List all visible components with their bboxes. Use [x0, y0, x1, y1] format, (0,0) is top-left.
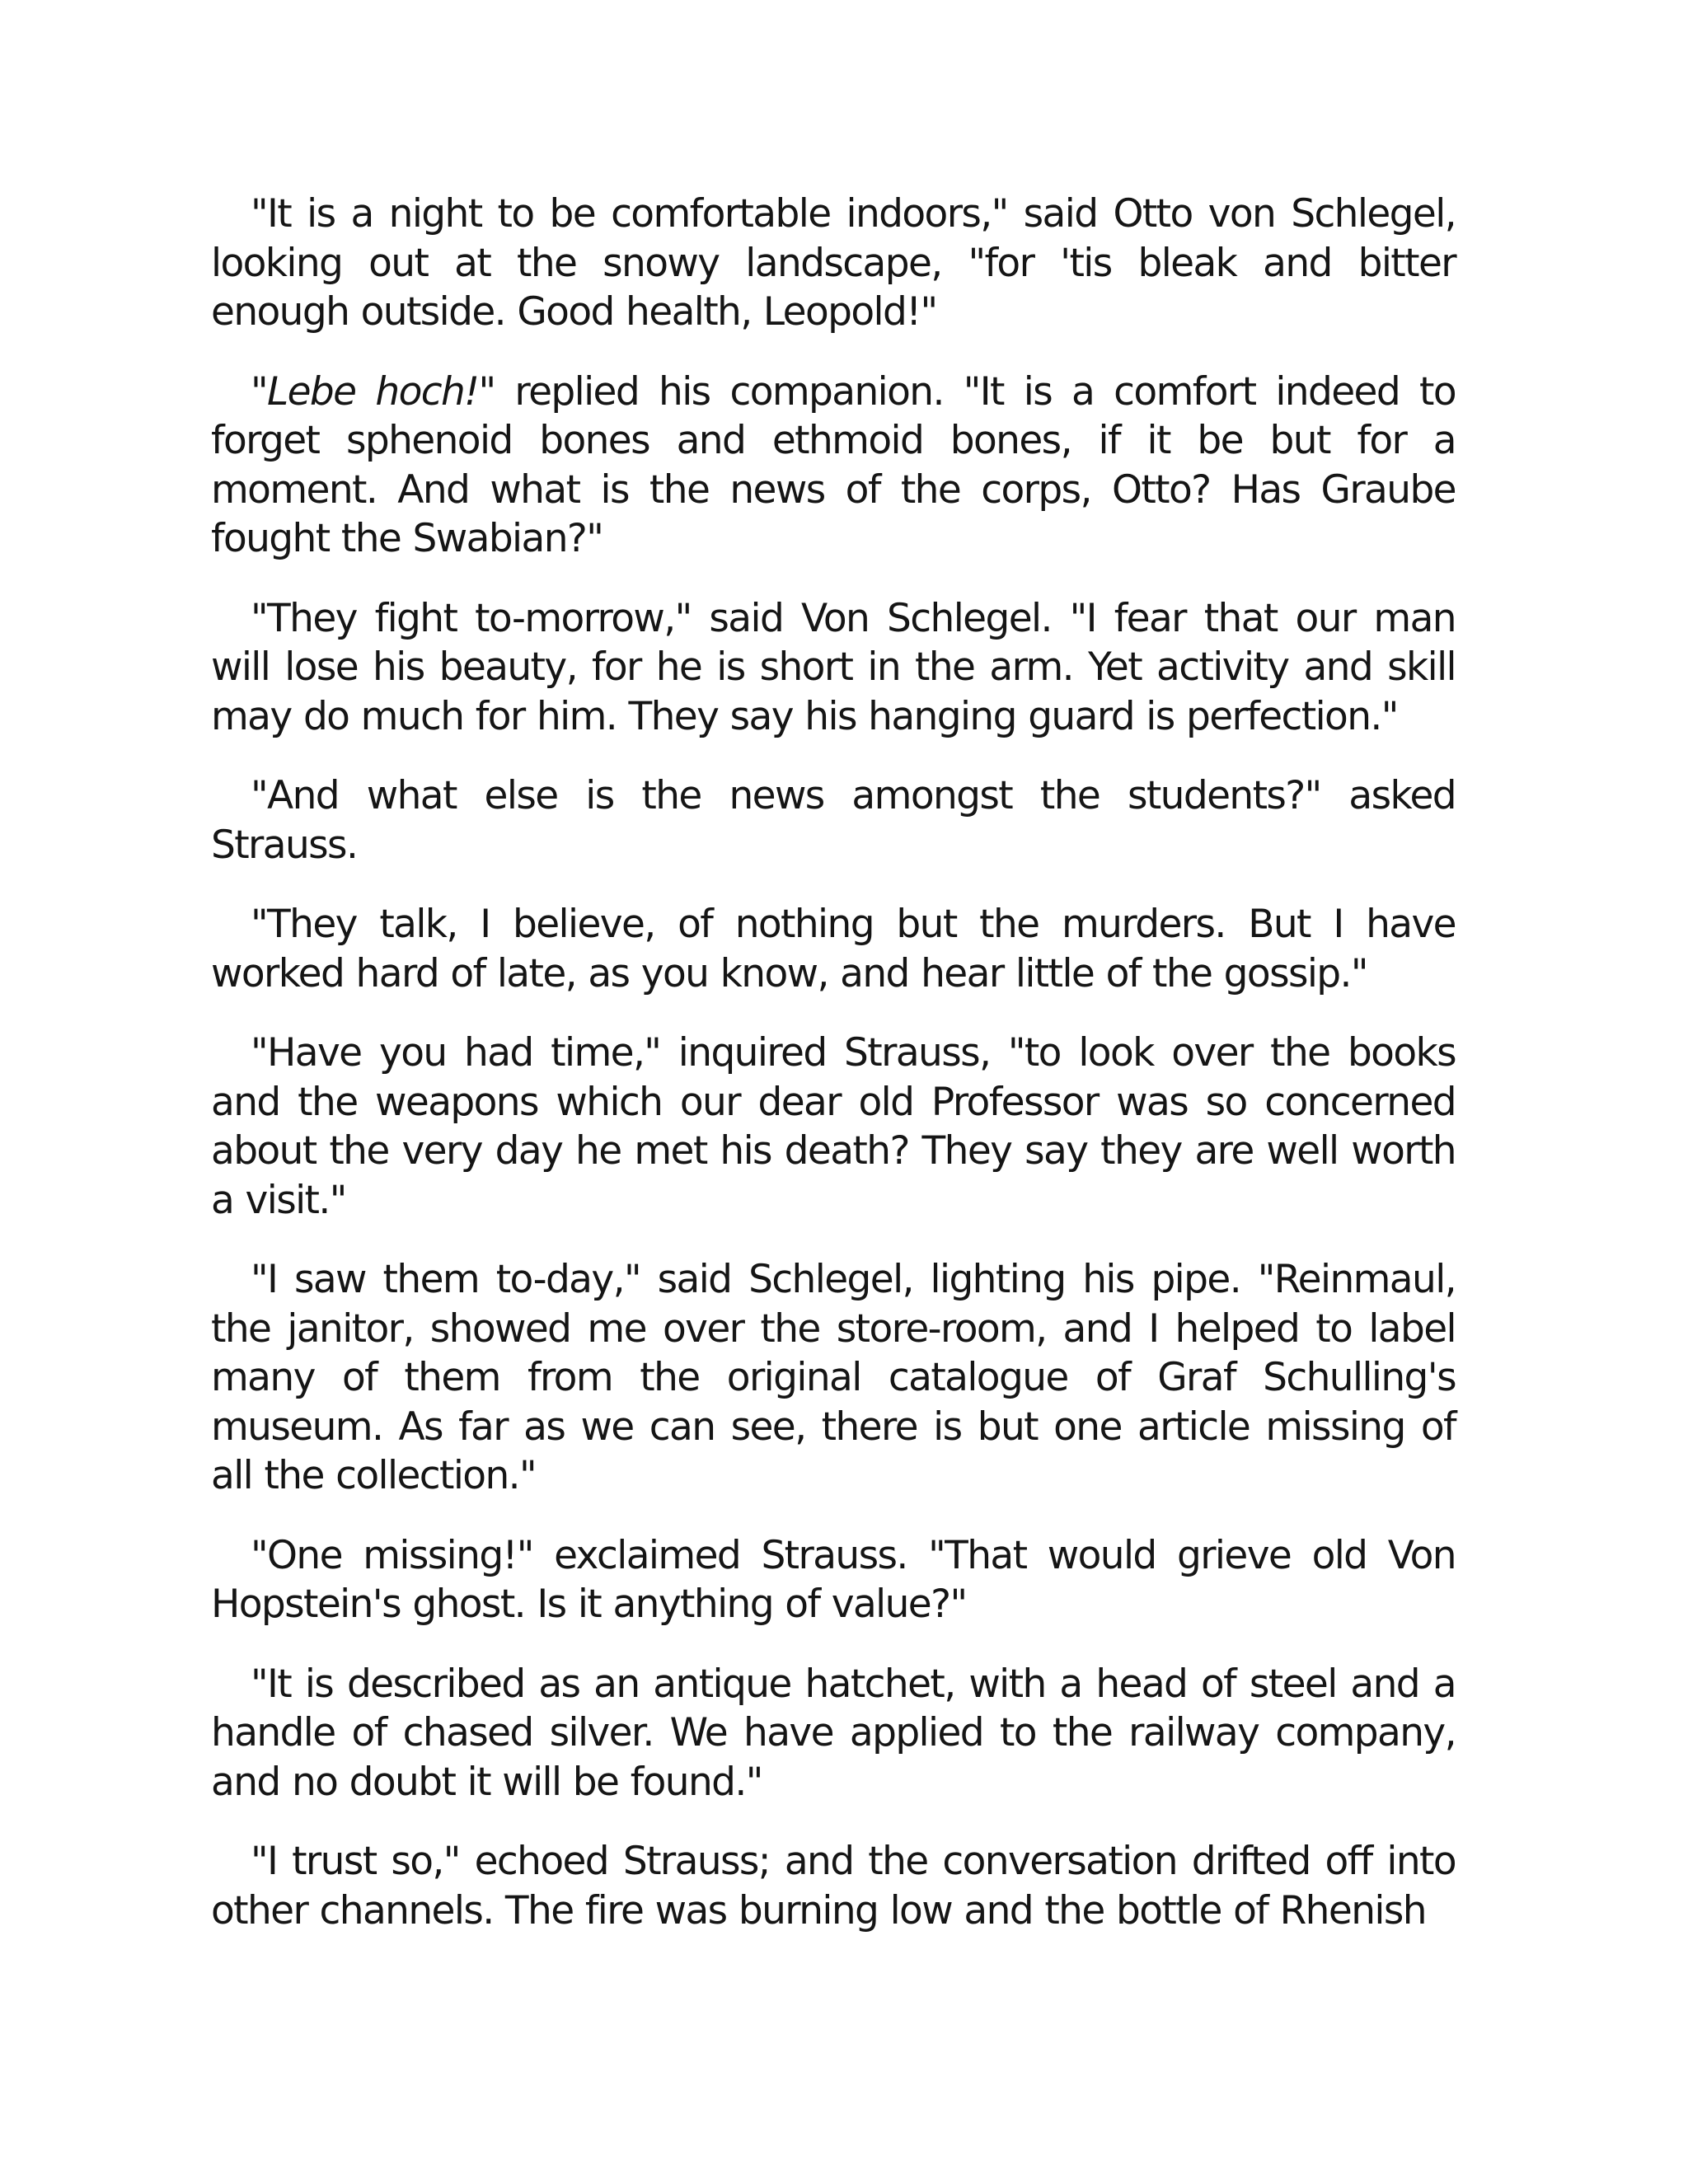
paragraph-3: "They fight to-morrow," said Von Schlegel. "I fear that our man will lose his beauty, for he is short in the arm. Yet activity and skill may do much for him. They say his hanging guard is perfection.": [211, 595, 1456, 739]
paragraph-8: "One missing!" exclaimed Strauss. "That would grieve old Von Hopstein's ghost. Is it anything of value?": [211, 1532, 1456, 1627]
document-page: [211, 190, 1456, 1935]
paragraph-9: "It is described as an antique hatchet, with a head of steel and a handle of chased silver. We have applied to the railway company, and no doubt it will be found.": [211, 1661, 1456, 1805]
paragraph-2: [211, 368, 1456, 564]
paragraph-4: "And what else is the news amongst the students?" asked Strauss.: [211, 773, 1456, 868]
paragraph-2-italic-phrase: Lebe hoch!: [267, 368, 479, 415]
paragraph-6: "Have you had time," inquired Strauss, "to look over the books and the weapons which our dear old Professor was so concerned about the very day he met his death? They say they are well worth a visit.": [211, 1030, 1456, 1223]
paragraph-2-rest: " replied his companion. "It is a comfort indeed to forget sphenoid bones and ethmoid bones, if it be but for a moment. And what is the news of the corps, Otto? Has Graube fought the Swabian?": [211, 368, 1456, 561]
paragraph-10: "I trust so," echoed Strauss; and the conversation drifted off into other channels. The fire was burning low and the bottle of Rhenish: [211, 1839, 1456, 1933]
paragraph-2-open-quote: ": [251, 368, 268, 415]
paragraph-7: "I saw them to-day," said Schlegel, lighting his pipe. "Reinmaul, the janitor, showed me over the store-room, and I helped to label many of them from the original catalogue of Graf Schulling's museum. As far as we can see, there is but one article missing of all the collection.": [211, 1257, 1456, 1498]
paragraph-5: "They talk, I believe, of nothing but the murders. But I have worked hard of late, as you know, and hear little of the gossip.": [211, 902, 1456, 996]
paragraph-1: "It is a night to be comfortable indoors," said Otto von Schlegel, looking out at the snowy landscape, "for 'tis bleak and bitter enough outside. Good health, Leopold!": [211, 191, 1456, 335]
